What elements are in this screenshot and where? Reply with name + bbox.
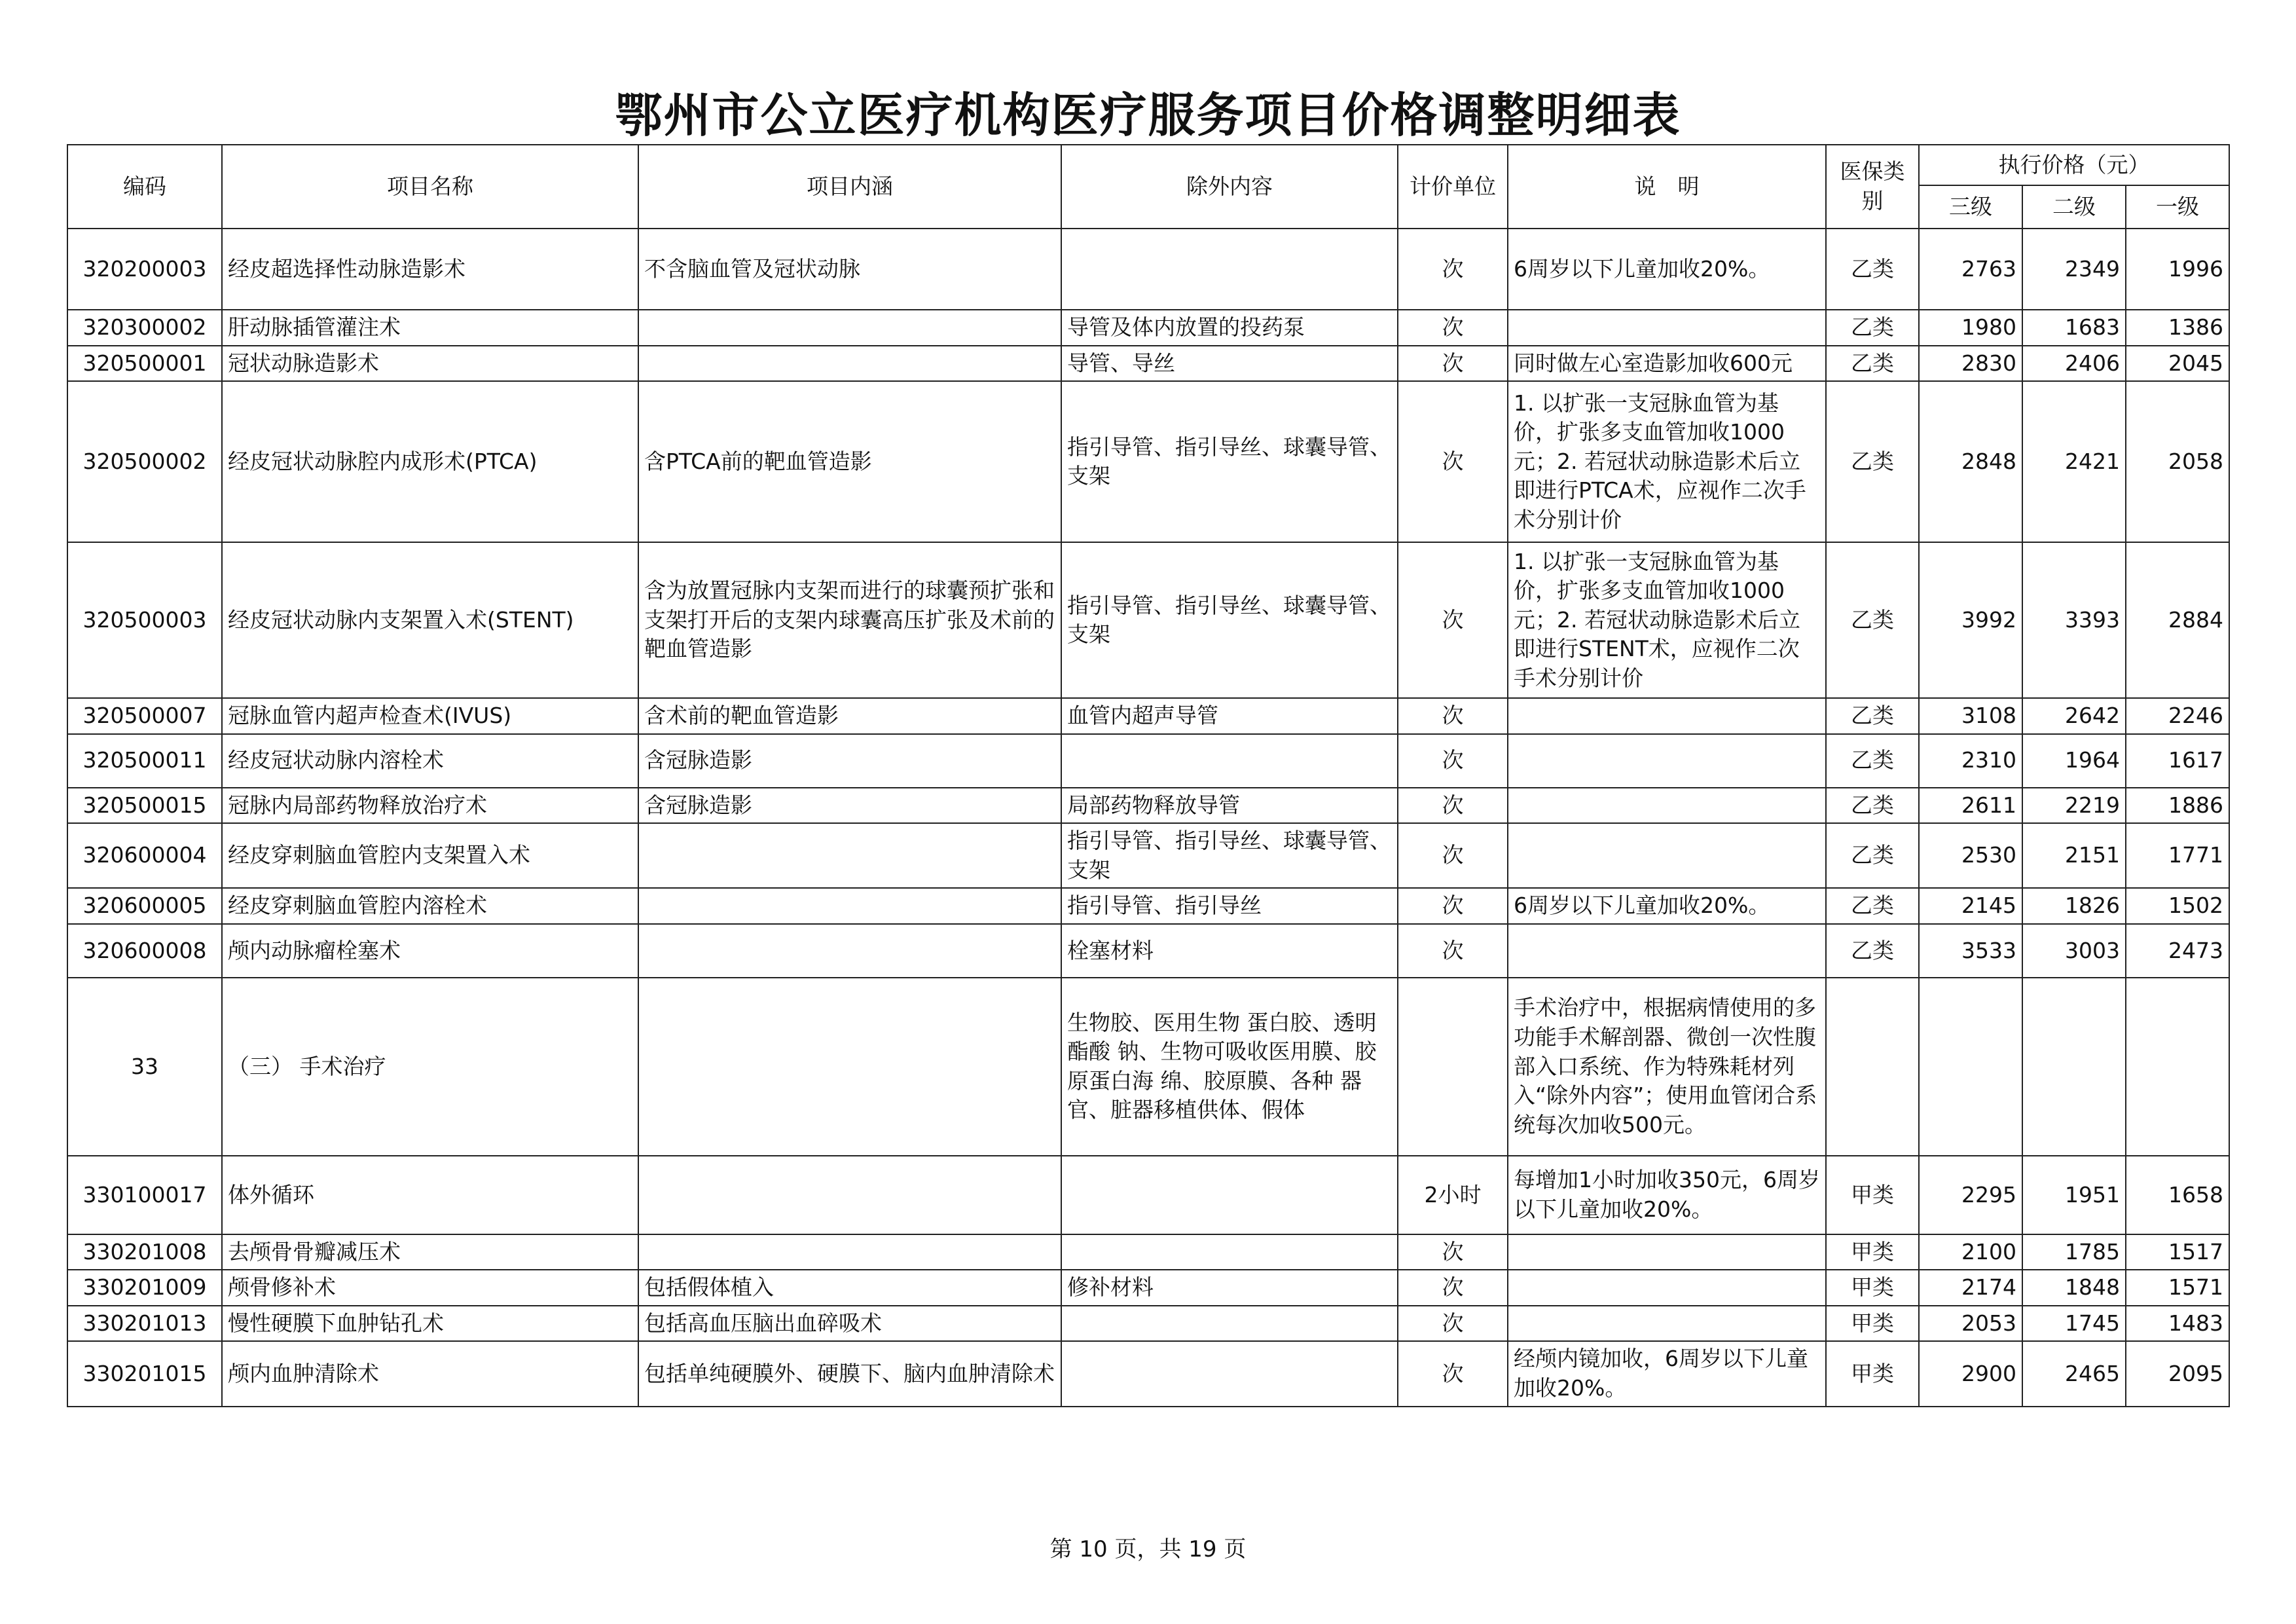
cell-price-level3: 2174 [1919, 1270, 2022, 1306]
cell-content [638, 1234, 1061, 1270]
cell-name: 慢性硬膜下血肿钻孔术 [222, 1306, 638, 1342]
cell-unit: 次 [1398, 381, 1508, 542]
cell-unit: 次 [1398, 1270, 1508, 1306]
price-table [67, 144, 2230, 1407]
table-row [67, 542, 2229, 698]
cell-price-level1: 1483 [2126, 1306, 2229, 1342]
cell-price-level3: 2100 [1919, 1234, 2022, 1270]
cell-insurance: 甲类 [1826, 1156, 1919, 1234]
cell-insurance: 乙类 [1826, 823, 1919, 888]
cell-price-level2: 1683 [2022, 310, 2126, 346]
cell-price-level1: 1502 [2126, 888, 2229, 924]
cell-content: 包括单纯硬膜外、硬膜下、脑内血肿清除术 [638, 1341, 1061, 1406]
cell-price-level1 [2126, 978, 2229, 1156]
cell-code: 330201015 [67, 1341, 222, 1406]
cell-price-level1: 1617 [2126, 734, 2229, 788]
cell-code: 330201013 [67, 1306, 222, 1342]
cell-code: 330100017 [67, 1156, 222, 1234]
cell-description [1508, 1270, 1826, 1306]
cell-description [1508, 698, 1826, 734]
cell-price-level3: 2763 [1919, 229, 2022, 310]
cell-price-level3: 2145 [1919, 888, 2022, 924]
cell-code: 320500011 [67, 734, 222, 788]
cell-name: 颅内动脉瘤栓塞术 [222, 924, 638, 978]
cell-content: 含为放置冠脉内支架而进行的球囊预扩张和支架打开后的支架内球囊高压扩张及术前的靶血管造影 [638, 542, 1061, 698]
header-insurance: 医保类别 [1826, 145, 1919, 229]
header-name: 项目名称 [222, 145, 638, 229]
table-row [67, 1156, 2229, 1234]
cell-exclusion [1061, 1341, 1398, 1406]
cell-exclusion: 指引导管、指引导丝、球囊导管、支架 [1061, 542, 1398, 698]
cell-unit: 次 [1398, 734, 1508, 788]
cell-description [1508, 310, 1826, 346]
table-row [67, 978, 2229, 1156]
cell-content: 含冠脉造影 [638, 734, 1061, 788]
cell-insurance: 乙类 [1826, 788, 1919, 824]
table-row [67, 788, 2229, 824]
cell-insurance: 乙类 [1826, 310, 1919, 346]
table-row [67, 888, 2229, 924]
cell-price-level2: 2219 [2022, 788, 2126, 824]
header-unit: 计价单位 [1398, 145, 1508, 229]
cell-description [1508, 1306, 1826, 1342]
cell-insurance: 甲类 [1826, 1341, 1919, 1406]
cell-description: 1. 以扩张一支冠脉血管为基价，扩张多支血管加收1000元；2. 若冠状动脉造影术后立即进行PTCA术，应视作二次手术分别计价 [1508, 381, 1826, 542]
table-row [67, 381, 2229, 542]
cell-price-level3: 3533 [1919, 924, 2022, 978]
cell-content [638, 346, 1061, 382]
cell-price-level1: 1771 [2126, 823, 2229, 888]
cell-name: 颅内血肿清除术 [222, 1341, 638, 1406]
cell-unit: 次 [1398, 924, 1508, 978]
cell-name: 经皮冠状动脉腔内成形术(PTCA) [222, 381, 638, 542]
cell-description: 1. 以扩张一支冠脉血管为基价，扩张多支血管加收1000元；2. 若冠状动脉造影术后立即进行STENT术，应视作二次手术分别计价 [1508, 542, 1826, 698]
cell-code: 320600004 [67, 823, 222, 888]
cell-price-level2: 2151 [2022, 823, 2126, 888]
cell-unit: 次 [1398, 1341, 1508, 1406]
cell-price-level1: 2058 [2126, 381, 2229, 542]
cell-content: 含PTCA前的靶血管造影 [638, 381, 1061, 542]
cell-name: 经皮穿刺脑血管腔内溶栓术 [222, 888, 638, 924]
cell-name: 去颅骨骨瓣减压术 [222, 1234, 638, 1270]
cell-exclusion [1061, 229, 1398, 310]
cell-code: 320200003 [67, 229, 222, 310]
cell-price-level1: 2246 [2126, 698, 2229, 734]
table-row [67, 1341, 2229, 1406]
cell-insurance: 乙类 [1826, 346, 1919, 382]
cell-content: 包括高血压脑出血碎吸术 [638, 1306, 1061, 1342]
table-row [67, 698, 2229, 734]
cell-content: 含术前的靶血管造影 [638, 698, 1061, 734]
page-footer: 第 10 页，共 19 页 [1049, 1536, 1247, 1562]
table-row [67, 1270, 2229, 1306]
cell-code: 33 [67, 978, 222, 1156]
cell-price-level1: 2884 [2126, 542, 2229, 698]
cell-code: 320300002 [67, 310, 222, 346]
cell-content: 含冠脉造影 [638, 788, 1061, 824]
cell-exclusion: 血管内超声导管 [1061, 698, 1398, 734]
cell-price-level3: 2848 [1919, 381, 2022, 542]
cell-exclusion [1061, 734, 1398, 788]
cell-code: 320600005 [67, 888, 222, 924]
table-row [67, 1234, 2229, 1270]
cell-exclusion [1061, 1234, 1398, 1270]
cell-content [638, 888, 1061, 924]
table-row [67, 310, 2229, 346]
cell-price-level1: 1517 [2126, 1234, 2229, 1270]
page-title: 鄂州市公立医疗机构医疗服务项目价格调整明细表 [615, 87, 1681, 143]
header-price-group: 执行价格（元） [1919, 145, 2229, 185]
cell-unit: 次 [1398, 698, 1508, 734]
cell-description [1508, 788, 1826, 824]
cell-code: 320500002 [67, 381, 222, 542]
cell-unit: 次 [1398, 229, 1508, 310]
cell-content [638, 310, 1061, 346]
cell-code: 320500001 [67, 346, 222, 382]
cell-content [638, 924, 1061, 978]
cell-insurance: 乙类 [1826, 542, 1919, 698]
cell-name: 体外循环 [222, 1156, 638, 1234]
table-row [67, 346, 2229, 382]
cell-price-level3: 2053 [1919, 1306, 2022, 1342]
table-body [67, 229, 2229, 1407]
cell-price-level1: 1571 [2126, 1270, 2229, 1306]
header-content: 项目内涵 [638, 145, 1061, 229]
cell-insurance: 乙类 [1826, 924, 1919, 978]
cell-price-level3: 2295 [1919, 1156, 2022, 1234]
cell-insurance: 甲类 [1826, 1306, 1919, 1342]
cell-price-level2: 2421 [2022, 381, 2126, 542]
cell-price-level1: 2045 [2126, 346, 2229, 382]
cell-description: 每增加1小时加收350元，6周岁以下儿童加收20%。 [1508, 1156, 1826, 1234]
cell-description: 同时做左心室造影加收600元 [1508, 346, 1826, 382]
cell-price-level2 [2022, 978, 2126, 1156]
cell-name: 经皮冠状动脉内溶栓术 [222, 734, 638, 788]
cell-description [1508, 734, 1826, 788]
cell-insurance [1826, 978, 1919, 1156]
cell-price-level3: 2900 [1919, 1341, 2022, 1406]
cell-name: 冠脉内局部药物释放治疗术 [222, 788, 638, 824]
header-level2: 二级 [2022, 185, 2126, 229]
cell-price-level1: 2095 [2126, 1341, 2229, 1406]
cell-price-level2: 1964 [2022, 734, 2126, 788]
header-level1: 一级 [2126, 185, 2229, 229]
cell-insurance: 甲类 [1826, 1270, 1919, 1306]
header-description: 说 明 [1508, 145, 1826, 229]
cell-content [638, 1156, 1061, 1234]
cell-price-level1: 2473 [2126, 924, 2229, 978]
cell-price-level3: 3992 [1919, 542, 2022, 698]
header-code: 编码 [67, 145, 222, 229]
cell-price-level3: 2310 [1919, 734, 2022, 788]
cell-name: 冠状动脉造影术 [222, 346, 638, 382]
cell-exclusion: 栓塞材料 [1061, 924, 1398, 978]
cell-insurance: 乙类 [1826, 888, 1919, 924]
cell-price-level3: 3108 [1919, 698, 2022, 734]
cell-price-level2: 2642 [2022, 698, 2126, 734]
cell-price-level2: 2465 [2022, 1341, 2126, 1406]
cell-price-level3: 2530 [1919, 823, 2022, 888]
cell-unit: 次 [1398, 346, 1508, 382]
cell-description: 手术治疗中，根据病情使用的多功能手术解剖器、微创一次性腹部入口系统、作为特殊耗材列入“除外内容”；使用血管闭合系统每次加收500元。 [1508, 978, 1826, 1156]
cell-exclusion [1061, 1306, 1398, 1342]
cell-code: 320600008 [67, 924, 222, 978]
cell-price-level2: 3393 [2022, 542, 2126, 698]
cell-unit: 次 [1398, 888, 1508, 924]
cell-description [1508, 924, 1826, 978]
cell-code: 330201009 [67, 1270, 222, 1306]
cell-unit: 2小时 [1398, 1156, 1508, 1234]
table-row [67, 1306, 2229, 1342]
cell-code: 320500015 [67, 788, 222, 824]
cell-price-level2: 2406 [2022, 346, 2126, 382]
cell-description: 6周岁以下儿童加收20%。 [1508, 888, 1826, 924]
cell-unit: 次 [1398, 823, 1508, 888]
cell-name: （三） 手术治疗 [222, 978, 638, 1156]
cell-price-level1: 1658 [2126, 1156, 2229, 1234]
cell-price-level3: 1980 [1919, 310, 2022, 346]
cell-unit [1398, 978, 1508, 1156]
cell-code: 330201008 [67, 1234, 222, 1270]
cell-name: 肝动脉插管灌注术 [222, 310, 638, 346]
table-row [67, 924, 2229, 978]
cell-exclusion: 指引导管、指引导丝、球囊导管、支架 [1061, 823, 1398, 888]
header-exclusion: 除外内容 [1061, 145, 1398, 229]
cell-insurance: 乙类 [1826, 229, 1919, 310]
cell-name: 经皮超选择性动脉造影术 [222, 229, 638, 310]
cell-content [638, 823, 1061, 888]
cell-unit: 次 [1398, 1234, 1508, 1270]
cell-code: 320500003 [67, 542, 222, 698]
cell-exclusion [1061, 1156, 1398, 1234]
cell-description [1508, 1234, 1826, 1270]
cell-exclusion: 生物胶、医用生物 蛋白胶、透明酯酸 钠、生物可吸收医用膜、胶原蛋白海 绵、胶原膜、各种 器官、脏器移植供体、假体 [1061, 978, 1398, 1156]
cell-content: 不含脑血管及冠状动脉 [638, 229, 1061, 310]
cell-price-level2: 1826 [2022, 888, 2126, 924]
table-row [67, 229, 2229, 310]
cell-name: 经皮穿刺脑血管腔内支架置入术 [222, 823, 638, 888]
cell-price-level2: 1951 [2022, 1156, 2126, 1234]
cell-price-level3: 2830 [1919, 346, 2022, 382]
cell-insurance: 乙类 [1826, 734, 1919, 788]
cell-price-level2: 3003 [2022, 924, 2126, 978]
table-row [67, 823, 2229, 888]
cell-price-level2: 2349 [2022, 229, 2126, 310]
cell-price-level1: 1996 [2126, 229, 2229, 310]
cell-price-level2: 1785 [2022, 1234, 2126, 1270]
cell-price-level1: 1886 [2126, 788, 2229, 824]
cell-unit: 次 [1398, 788, 1508, 824]
cell-unit: 次 [1398, 1306, 1508, 1342]
cell-exclusion: 指引导管、指引导丝 [1061, 888, 1398, 924]
cell-exclusion: 导管及体内放置的投药泵 [1061, 310, 1398, 346]
cell-name: 冠脉血管内超声检查术(IVUS) [222, 698, 638, 734]
cell-code: 320500007 [67, 698, 222, 734]
cell-name: 经皮冠状动脉内支架置入术(STENT) [222, 542, 638, 698]
cell-exclusion: 导管、导丝 [1061, 346, 1398, 382]
header-level3: 三级 [1919, 185, 2022, 229]
cell-description: 经颅内镜加收，6周岁以下儿童加收20%。 [1508, 1341, 1826, 1406]
cell-description: 6周岁以下儿童加收20%。 [1508, 229, 1826, 310]
cell-insurance: 乙类 [1826, 698, 1919, 734]
cell-price-level3 [1919, 978, 2022, 1156]
table-row [67, 734, 2229, 788]
cell-insurance: 乙类 [1826, 381, 1919, 542]
cell-exclusion: 修补材料 [1061, 1270, 1398, 1306]
cell-exclusion: 局部药物释放导管 [1061, 788, 1398, 824]
cell-exclusion: 指引导管、指引导丝、球囊导管、支架 [1061, 381, 1398, 542]
cell-insurance: 甲类 [1826, 1234, 1919, 1270]
cell-price-level2: 1745 [2022, 1306, 2126, 1342]
cell-price-level2: 1848 [2022, 1270, 2126, 1306]
cell-unit: 次 [1398, 310, 1508, 346]
cell-description [1508, 823, 1826, 888]
cell-price-level3: 2611 [1919, 788, 2022, 824]
cell-name: 颅骨修补术 [222, 1270, 638, 1306]
cell-content: 包括假体植入 [638, 1270, 1061, 1306]
cell-unit: 次 [1398, 542, 1508, 698]
cell-content [638, 978, 1061, 1156]
cell-price-level1: 1386 [2126, 310, 2229, 346]
